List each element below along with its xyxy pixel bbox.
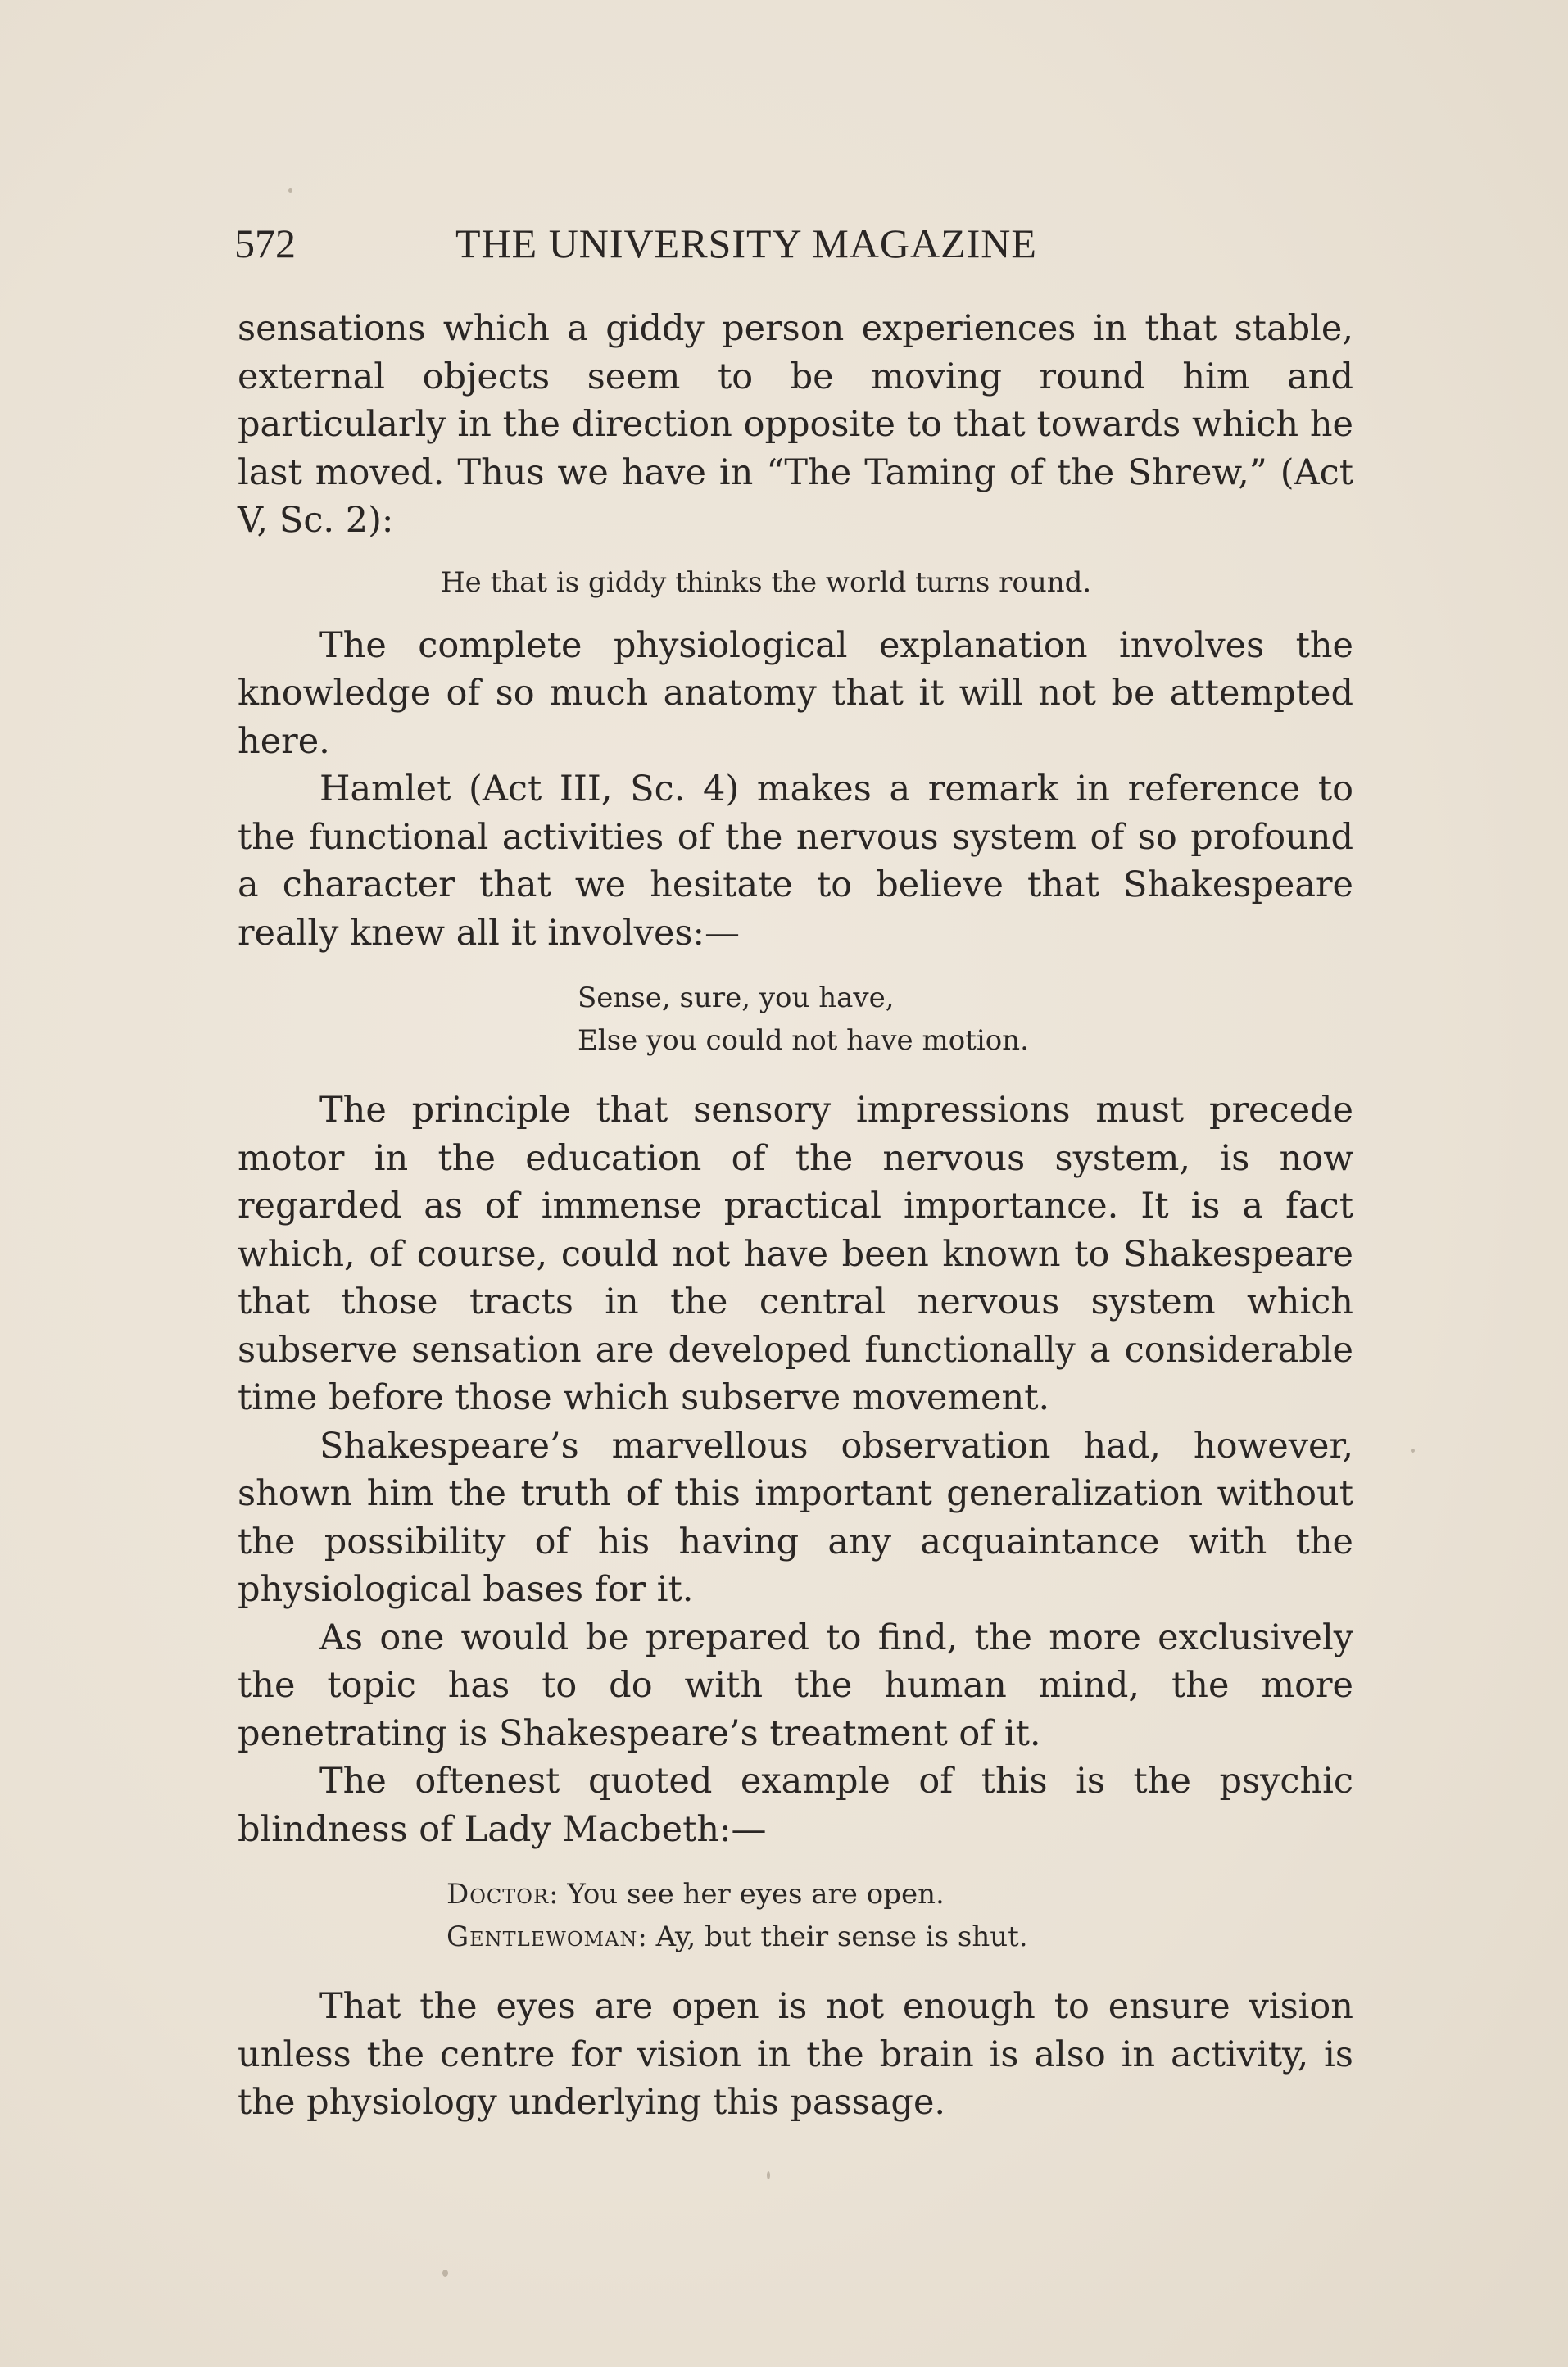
dialogue-text: Ay, but their sense is shut. (655, 1920, 1028, 1953)
dialogue-text: You see her eyes are open. (567, 1878, 945, 1911)
paper-speck (288, 188, 292, 193)
paragraph-3: Hamlet (Act III, Sc. 4) makes a remark in reference to the functional activities of the nervous system of so profound a character that we hesitate to believe that Shakespeare really knew all it involves:— (238, 769, 1353, 954)
paragraph-1: sensations which a giddy person experiences in that stable, external objects seem to be moving round him and particularly in the direction opposite to that towards which he last moved. Thus we have in “The Taming of the Shrew,” (Act V, Sc. 2): (238, 308, 1353, 541)
quote-taming-of-the-shrew: He that is giddy thinks the world turns round. (441, 565, 1092, 599)
paragraph-4: The principle that sensory impressions must precede motor in the education of the nervous system, is now regarded as of immense practical importance. It is a fact which, of course, could not have been known to Shakespeare that those tracts in the central nervous system which subserve sensation are developed functionally a considerable time before those which subserve movement. (238, 1090, 1353, 1418)
quote-macbeth-dialogue (446, 1873, 1353, 1958)
paragraph-2: The complete physiological explanation involves the knowledge of so much anatomy that it will not be attempted here. (238, 624, 1353, 762)
running-head (234, 215, 1119, 272)
paper-speck (767, 2171, 770, 2179)
verse-line-2: Else you could not have motion. (578, 1024, 1029, 1057)
paper-speck (442, 2270, 448, 2277)
journal-title: THE UNIVERSITY MAGAZINE (455, 220, 1037, 266)
paragraph-5: Shakespeare’s marvellous observation had, however, shown him the truth of this important generalization without the possibility of his having any acquaintance with the physiological bases for it. (238, 1425, 1353, 1610)
dialogue-line-2: Gentlewoman: Ay, but their sense is shut. (446, 1920, 1028, 1953)
speaker-name: Gentlewoman (446, 1920, 638, 1953)
verse-line-1: Sense, sure, you have, (578, 982, 895, 1014)
paragraph-6: As one would be prepared to find, the more exclusively the topic has to do with the human mind, the more penetrating is Shakespeare’s treatment of it. (238, 1617, 1353, 1754)
speaker-name: Doctor (446, 1878, 550, 1911)
paragraph-7: The oftenest quoted example of this is the psychic blindness of Lady Macbeth:— (238, 1761, 1353, 1850)
body-text (238, 305, 1353, 2127)
dialogue-line-1: Doctor: You see her eyes are open. (446, 1878, 945, 1911)
paragraph-8: That the eyes are open is not enough to ensure vision unless the centre for vision in the brain is also in activity, is the physiology underlying this passage. (238, 1986, 1353, 2123)
paper-speck (1411, 1449, 1415, 1453)
page-number: 572 (234, 220, 296, 266)
quote-hamlet (578, 977, 1353, 1062)
